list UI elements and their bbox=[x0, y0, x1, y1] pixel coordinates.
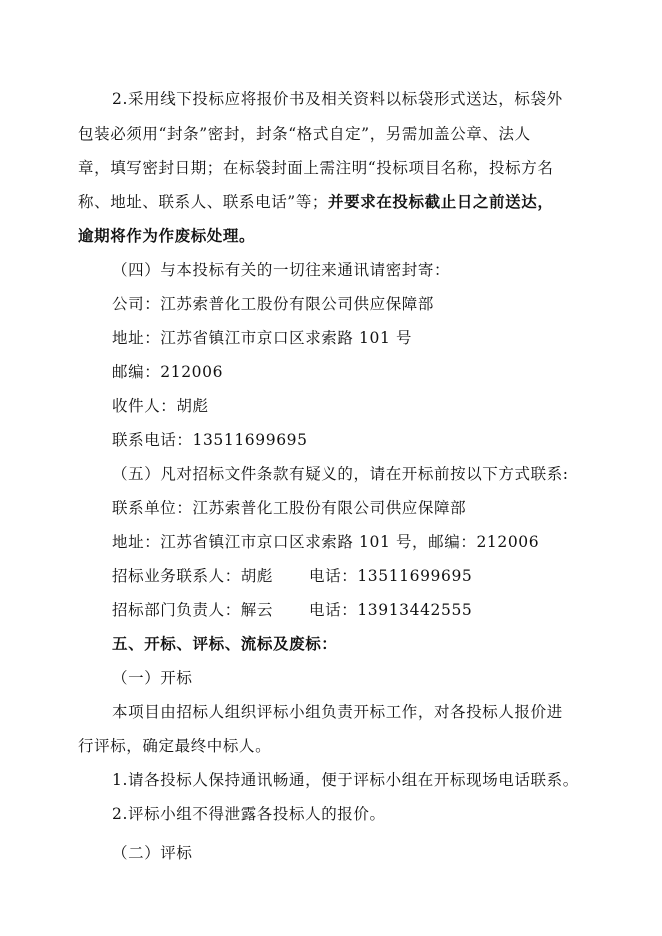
section-4-recipient: 收件人：胡彪 bbox=[112, 397, 209, 415]
section-5-address: 地址：江苏省镇江市京口区求索路 101 号，邮编：212006 bbox=[112, 533, 540, 551]
section-5-contact-phone: 电话：13511699695 bbox=[309, 567, 473, 585]
section-5-head-label: 招标部门负责人：解云 bbox=[112, 601, 274, 619]
paragraph-2-line-4-bold: 并要求在投标截止日之前送达， bbox=[328, 192, 554, 211]
section-4-phone: 联系电话：13511699695 bbox=[112, 431, 308, 449]
section-5-contact bbox=[112, 566, 472, 586]
chapter-5-para-line-1: 本项目由招标人组织评标小组负责开标工作，对各投标人报价进 bbox=[112, 703, 563, 721]
chapter-5-item-1: 1.请各投标人保持通讯畅通，便于评标小组在开标现场电话联系。 bbox=[112, 771, 579, 789]
paragraph-2-line-1: 2.采用线下投标应将报价书及相关资料以标袋形式送达，标袋外 bbox=[112, 90, 563, 108]
chapter-5-heading: 五、开标、评标、流标及废标： bbox=[112, 634, 338, 653]
chapter-5-sub1-heading: （一）开标 bbox=[112, 669, 193, 687]
section-5-head-phone: 电话：13913442555 bbox=[309, 601, 473, 619]
section-5-heading: （五）凡对招标文件条款有疑义的，请在开标前按以下方式联系: bbox=[112, 465, 569, 483]
section-5-head bbox=[112, 600, 472, 620]
paragraph-2-line-2: 包装必须用“封条”密封，封条“格式自定”，另需加盖公章、法人 bbox=[78, 125, 531, 143]
section-4-heading: （四）与本投标有关的一切往来通讯请密封寄： bbox=[112, 261, 451, 279]
paragraph-2-line-4-normal: 称、地址、联系人、联系电话”等； bbox=[78, 193, 329, 211]
section-5-unit: 联系单位：江苏索普化工股份有限公司供应保障部 bbox=[112, 499, 467, 517]
paragraph-2-line-3: 章，填写密封日期；在标袋封面上需注明“投标项目名称，投标方名 bbox=[78, 159, 554, 177]
paragraph-2-line-4 bbox=[78, 192, 553, 212]
section-4-postcode: 邮编：212006 bbox=[112, 363, 224, 381]
section-4-company: 公司：江苏索普化工股份有限公司供应保障部 bbox=[112, 295, 435, 313]
section-5-contact-label: 招标业务联系人：胡彪 bbox=[112, 567, 274, 585]
chapter-5-sub2-heading: （二）评标 bbox=[112, 844, 193, 862]
chapter-5-item-2: 2.评标小组不得泄露各投标人的报价。 bbox=[112, 805, 386, 823]
paragraph-2-line-5: 逾期将作为作废标处理。 bbox=[78, 226, 256, 245]
chapter-5-para-line-2: 行评标，确定最终中标人。 bbox=[78, 737, 272, 755]
section-4-address: 地址：江苏省镇江市京口区求索路 101 号 bbox=[112, 329, 413, 347]
